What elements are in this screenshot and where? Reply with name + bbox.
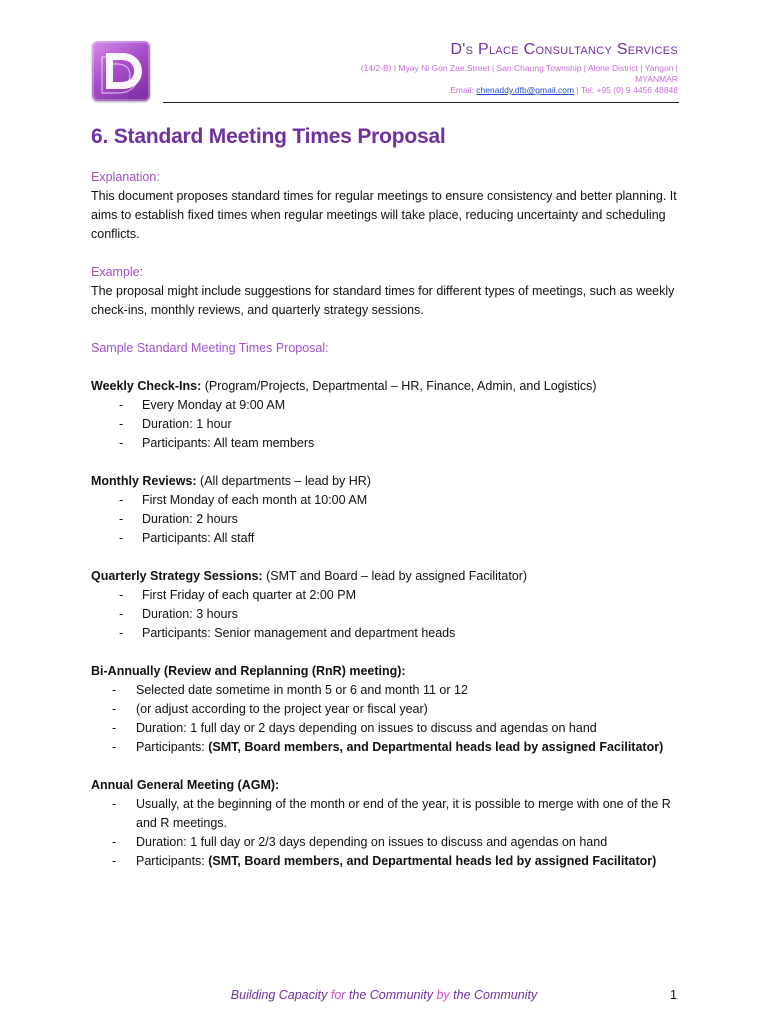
biannual-title: Bi-Annually (Review and Replanning (RnR) meeting): [91, 664, 406, 678]
list-item: - First Monday of each month at 10:00 AM [119, 493, 368, 507]
logo-d-icon [92, 41, 150, 101]
list-item: - Usually, at the beginning of the month or end of the year, it is possible to merge with one of the R and R meetings. [112, 797, 671, 830]
example-text: The proposal might include suggestions for standard times for different types of meetings, such as weekly check-ins, monthly reviews, and quarterly strategy sessions. [91, 284, 675, 317]
weekly-note: (Program/Projects, Departmental – HR, Finance, Admin, and Logistics) [201, 379, 597, 393]
monthly-title: Monthly Reviews: [91, 474, 197, 488]
email-link[interactable]: chenaddy.dfb@gmail.com [476, 85, 575, 95]
list-item: - Participants: (SMT, Board members, and Departmental heads led by assigned Facilitator) [112, 854, 657, 868]
list-item: - Duration: 1 hour [119, 417, 232, 431]
email-label: Email: [450, 85, 474, 95]
list-item: - Participants: Senior management and department heads [119, 626, 456, 640]
biannual-list [91, 681, 681, 757]
header-divider [163, 102, 679, 103]
biannual-section-heading [91, 662, 681, 681]
quarterly-section-heading [91, 567, 681, 586]
tel-number: +95 (0) 9 4456 48848 [596, 85, 678, 95]
quarterly-note: (SMT and Board – lead by assigned Facilitator) [262, 569, 528, 583]
weekly-title: Weekly Check-Ins: [91, 379, 202, 393]
list-item: - Duration: 1 full day or 2/3 days depending on issues to discuss and agendas on hand [112, 835, 608, 849]
company-name: D's Place Consultancy Services [450, 41, 678, 58]
weekly-section-heading [91, 377, 681, 396]
list-item: - Participants: All team members [119, 436, 315, 450]
agm-list [91, 795, 681, 871]
contact-separator: | [576, 85, 579, 95]
monthly-list [91, 491, 681, 548]
list-item: - (or adjust according to the project year or fiscal year) [112, 702, 428, 716]
monthly-note: (All departments – lead by HR) [196, 474, 371, 488]
tel-label: Tel: [580, 85, 595, 95]
company-info [358, 40, 678, 96]
list-item: - Duration: 3 hours [119, 607, 238, 621]
company-contact [358, 85, 678, 96]
footer-tagline: Building Capacity for the Community by the Community [230, 988, 538, 1002]
company-logo [92, 41, 150, 101]
quarterly-list [91, 586, 681, 643]
page-title: 6. Standard Meeting Times Proposal [91, 125, 446, 148]
sample-heading: Sample Standard Meeting Times Proposal: [91, 341, 329, 355]
quarterly-title: Quarterly Strategy Sessions: [91, 569, 263, 583]
list-item: - Duration: 2 hours [119, 512, 238, 526]
list-item: - Duration: 1 full day or 2 days depending on issues to discuss and agendas on hand [112, 721, 597, 735]
document-body [91, 122, 681, 871]
explanation-text: This document proposes standard times for regular meetings to ensure consistency and better planning. It aims to establish fixed times when regular meetings will take place, reducing uncertainty and scheduling conflicts. [91, 189, 677, 241]
list-item: - First Friday of each quarter at 2:00 PM [119, 588, 356, 602]
weekly-list [91, 396, 681, 453]
list-item: - Every Monday at 9:00 AM [119, 398, 286, 412]
example-heading: Example: [91, 265, 144, 279]
list-item: - Participants: All staff [119, 531, 255, 545]
page-number: 1 [670, 988, 677, 1002]
agm-title: Annual General Meeting (AGM): [91, 778, 280, 792]
explanation-heading: Explanation: [91, 170, 160, 184]
list-item: - Participants: (SMT, Board members, and Departmental heads lead by assigned Facilitator) [112, 740, 664, 754]
list-item: - Selected date sometime in month 5 or 6 and month 11 or 12 [112, 683, 468, 697]
monthly-section-heading [91, 472, 681, 491]
agm-section-heading [91, 776, 681, 795]
company-address: (14/2-B) | Myay Ni Gon Zae.Street | San Chaung Township | Alone District | Yangon | MYANMAR [360, 63, 678, 84]
